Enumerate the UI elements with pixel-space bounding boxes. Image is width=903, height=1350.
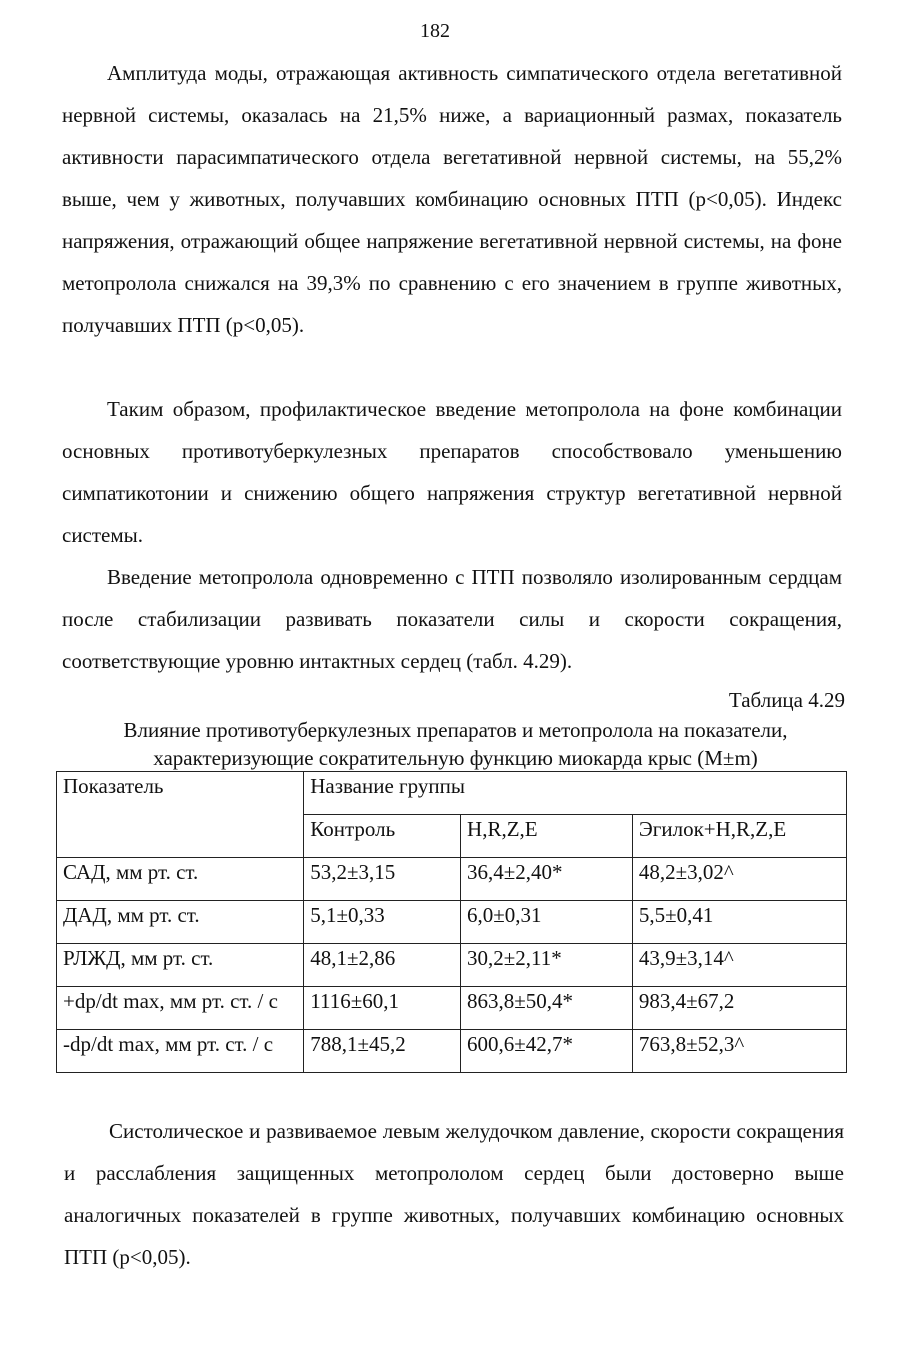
page-number: 182 [420, 20, 450, 42]
paragraph-3: Введение метопролола одновременно с ПТП позволяло изолированным сердцам после стабилизации развивать показатели силы и скорости сокращения, соответствующие уровню интактных сердец (табл. 4.29). [62, 565, 842, 673]
cell-value: 48,1±2,86 [304, 944, 461, 987]
cell-value: 5,5±0,41 [632, 901, 846, 944]
cell-value: 863,8±50,4* [461, 987, 633, 1030]
table-title-line-2: характеризующие сократительную функцию миокарда крыс (M±m) [153, 746, 758, 770]
table-row [57, 858, 847, 901]
paragraph-1: Амплитуда моды, отражающая активность симпатического отдела вегетативной нервной системы, оказалась на 21,5% ниже, а вариационный размах, показатель активности парасимпатического отдела вегетативной нервной системы, на 55,2% выше, чем у животных, получавших комбинацию основных ПТП (р<0,05). Индекс напряжения, отражающий общее напряжение вегетативной нервной системы, на фоне метопролола снижался на 39,3% по сравнению с его значением в группе животных, получавших ПТП (р<0,05). [62, 61, 842, 337]
paragraph-2: Таким образом, профилактическое введение метопролола на фоне комбинации основных противотуберкулезных препаратов способствовало уменьшению симпатикотонии и снижению общего напряжения структур вегетативной нервной системы. [62, 397, 842, 547]
header-col-hrze: H,R,Z,E [461, 815, 633, 858]
cell-value: 30,2±2,11* [461, 944, 633, 987]
cell-value: 53,2±3,15 [304, 858, 461, 901]
cell-value: 1116±60,1 [304, 987, 461, 1030]
cell-value: 48,2±3,02^ [632, 858, 846, 901]
header-group: Название группы [304, 772, 847, 815]
cell-value: 6,0±0,31 [461, 901, 633, 944]
cell-value: 763,8±52,3^ [632, 1030, 846, 1073]
table-number: Таблица 4.29 [728, 688, 845, 712]
cell-value: 788,1±45,2 [304, 1030, 461, 1073]
table-row [57, 1030, 847, 1073]
paragraph-4: Систолическое и развиваемое левым желудочком давление, скорости сокращения и расслабления защищенных метопрололом сердец были достоверно выше аналогичных показателей в группе животных, получавших комбинацию основных ПТП (р<0,05). [64, 1119, 844, 1269]
table-row [57, 901, 847, 944]
header-col-egilok: Эгилок+H,R,Z,E [632, 815, 846, 858]
table-title [58, 716, 853, 772]
cell-value: 600,6±42,7* [461, 1030, 633, 1073]
cell-value: 43,9±3,14^ [632, 944, 846, 987]
table-row [57, 944, 847, 987]
header-indicator: Показатель [57, 772, 304, 858]
row-label: ДАД, мм рт. ст. [57, 901, 304, 944]
table-title-line-1: Влияние противотуберкулезных препаратов и метопролола на показатели, [123, 718, 788, 742]
header-col-control: Контроль [304, 815, 461, 858]
row-label: САД, мм рт. ст. [57, 858, 304, 901]
table-header-row [57, 772, 847, 815]
data-table [56, 771, 847, 1073]
row-label: -dp/dt max, мм рт. ст. / с [57, 1030, 304, 1073]
cell-value: 983,4±67,2 [632, 987, 846, 1030]
row-label: +dp/dt max, мм рт. ст. / с [57, 987, 304, 1030]
table-row [57, 987, 847, 1030]
cell-value: 36,4±2,40* [461, 858, 633, 901]
cell-value: 5,1±0,33 [304, 901, 461, 944]
row-label: РЛЖД, мм рт. ст. [57, 944, 304, 987]
